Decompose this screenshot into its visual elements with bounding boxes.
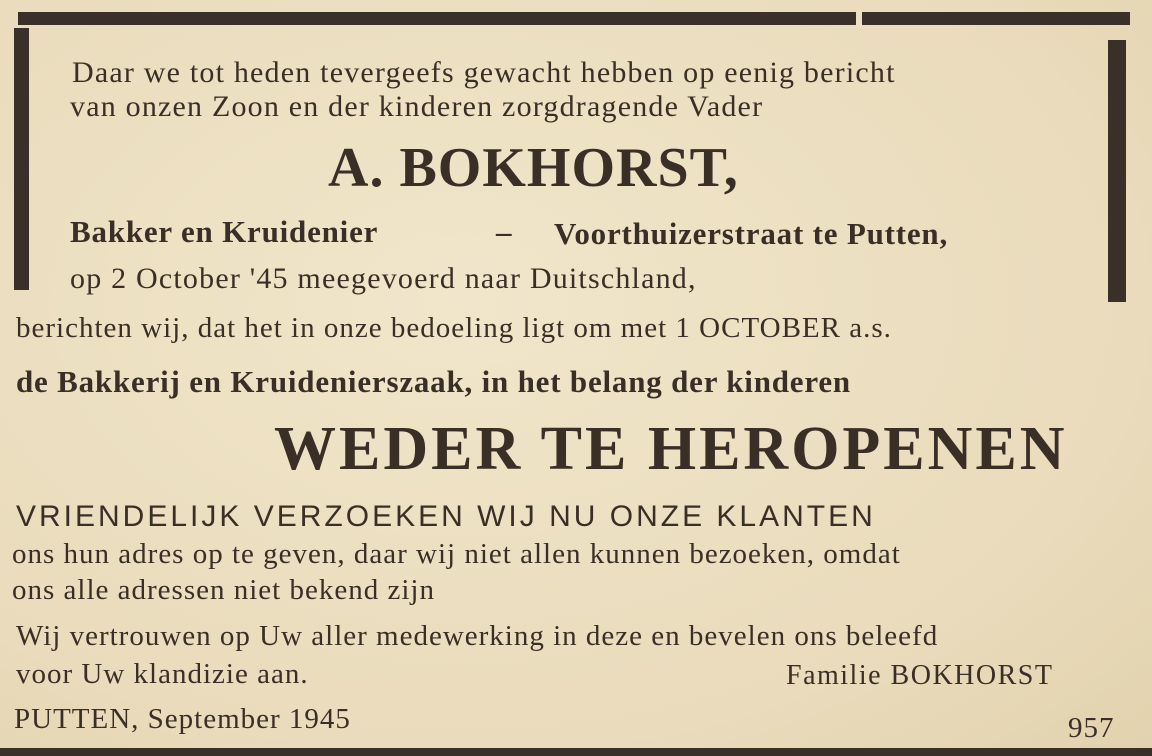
top-rule [18,12,1130,25]
closing-line-1: Wij vertrouwen op Uw aller medewerking in deze en bevelen ons beleefd [16,620,939,652]
request-line: VRIENDELIJK VERZOEKEN WIJ NU ONZE KLANTEN [16,500,876,533]
right-frame-bar [1108,40,1126,302]
intro-line-1: Daar we tot heden tevergeefs gewacht hebben op eenig bericht [72,56,896,89]
body-line-1: berichten wij, dat het in onze bedoeling ligt om met 1 OCTOBER a.s. [16,312,892,344]
top-rule-gap [856,10,862,28]
deceased-name: A. BOKHORST, [328,137,739,199]
request-line-2: ons hun adres op te geven, daar wij niet allen kunnen bezoeken, omdat [12,538,901,570]
intro-line-2: van onzen Zoon en der kinderen zorgdragende Vader [70,90,764,123]
signature: Familie BOKHORST [786,660,1054,691]
request-line-3: ons alle adressen niet bekend zijn [12,574,435,606]
place-date: PUTTEN, September 1945 [14,703,351,735]
separator-dash: – [496,214,513,249]
ad-number: 957 [1068,712,1115,744]
body-line-2: de Bakkerij en Kruidenierszaak, in het belang der kinderen [16,364,851,399]
occupation: Bakker en Kruidenier [70,214,379,249]
deported-line: op 2 October '45 meegevoerd naar Duitschland, [70,262,697,295]
address: Voorthuizerstraat te Putten, [554,216,949,251]
headline: WEDER TE HEROPENEN [274,415,1068,483]
bottom-rule [0,748,1152,756]
closing-line-2: voor Uw klandizie aan. [16,658,309,690]
left-frame-bar [14,28,29,290]
